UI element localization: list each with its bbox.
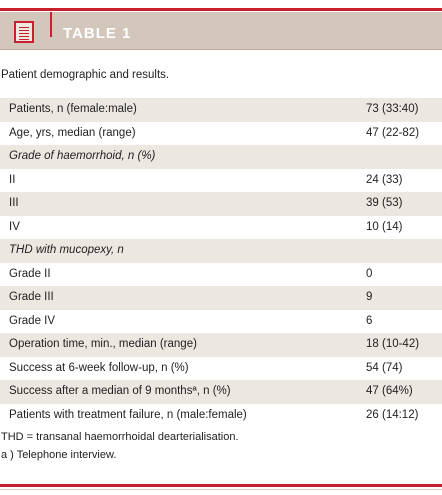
row-label: III <box>9 197 19 209</box>
row-value: 10 (14) <box>366 220 403 233</box>
row-label: Success at 6-week follow-up, n (%) <box>9 361 189 374</box>
row-value: 73 (33:40) <box>366 103 419 115</box>
table-row <box>0 169 442 193</box>
row-label: Grade II <box>9 267 51 280</box>
row-value: 54 (74) <box>366 361 403 374</box>
table-row <box>0 263 442 287</box>
footnotes <box>1 428 239 464</box>
row-label: Patients with treatment failure, n (male:female) <box>9 408 247 421</box>
table-row <box>0 145 442 169</box>
bottom-thin-rule <box>0 489 442 490</box>
row-value: 39 (53) <box>366 197 403 209</box>
table-row <box>0 216 442 240</box>
table-caption: Patient demographic and results. <box>1 69 170 81</box>
document-icon <box>14 21 34 43</box>
footnote-a: a ) Telephone interview. <box>1 449 117 461</box>
table-row <box>0 404 442 428</box>
row-label: Grade IV <box>9 314 56 327</box>
row-label: II <box>9 173 16 186</box>
header-separator <box>50 12 52 37</box>
row-label: Grade of haemorrhoid, n (%) <box>9 150 156 162</box>
row-value: 9 <box>366 291 373 303</box>
row-label: IV <box>9 220 20 233</box>
row-label: Age, yrs, median (range) <box>9 126 136 139</box>
row-value: 24 (33) <box>366 173 403 186</box>
table-row <box>0 286 442 310</box>
table-row <box>0 333 442 357</box>
row-value: 0 <box>366 267 373 280</box>
row-label: Success after a median of 9 monthsª, n (%) <box>9 385 231 397</box>
table-row <box>0 357 442 381</box>
table-row <box>0 98 442 122</box>
table-title: TABLE 1 <box>63 25 132 42</box>
row-label: Operation time, min., median (range) <box>9 338 197 350</box>
row-value: 47 (64%) <box>366 385 413 397</box>
table-row <box>0 192 442 216</box>
top-accent-rule <box>0 8 442 11</box>
table-row <box>0 380 442 404</box>
bottom-accent-rule <box>0 484 442 487</box>
row-value: 47 (22-82) <box>366 126 420 139</box>
table-row <box>0 122 442 146</box>
table-row <box>0 239 442 263</box>
data-table <box>0 98 442 427</box>
row-label: THD with mucopexy, n <box>9 244 124 256</box>
row-value: 26 (14:12) <box>366 408 419 421</box>
row-label: Grade III <box>9 291 54 303</box>
row-value: 18 (10-42) <box>366 338 420 350</box>
table-row <box>0 310 442 334</box>
table-header-band <box>0 12 442 50</box>
row-label: Patients, n (female:male) <box>9 103 137 115</box>
footnote-abbreviation: THD = transanal haemorrhoidal dearterialisation. <box>1 431 239 443</box>
row-value: 6 <box>366 314 373 327</box>
